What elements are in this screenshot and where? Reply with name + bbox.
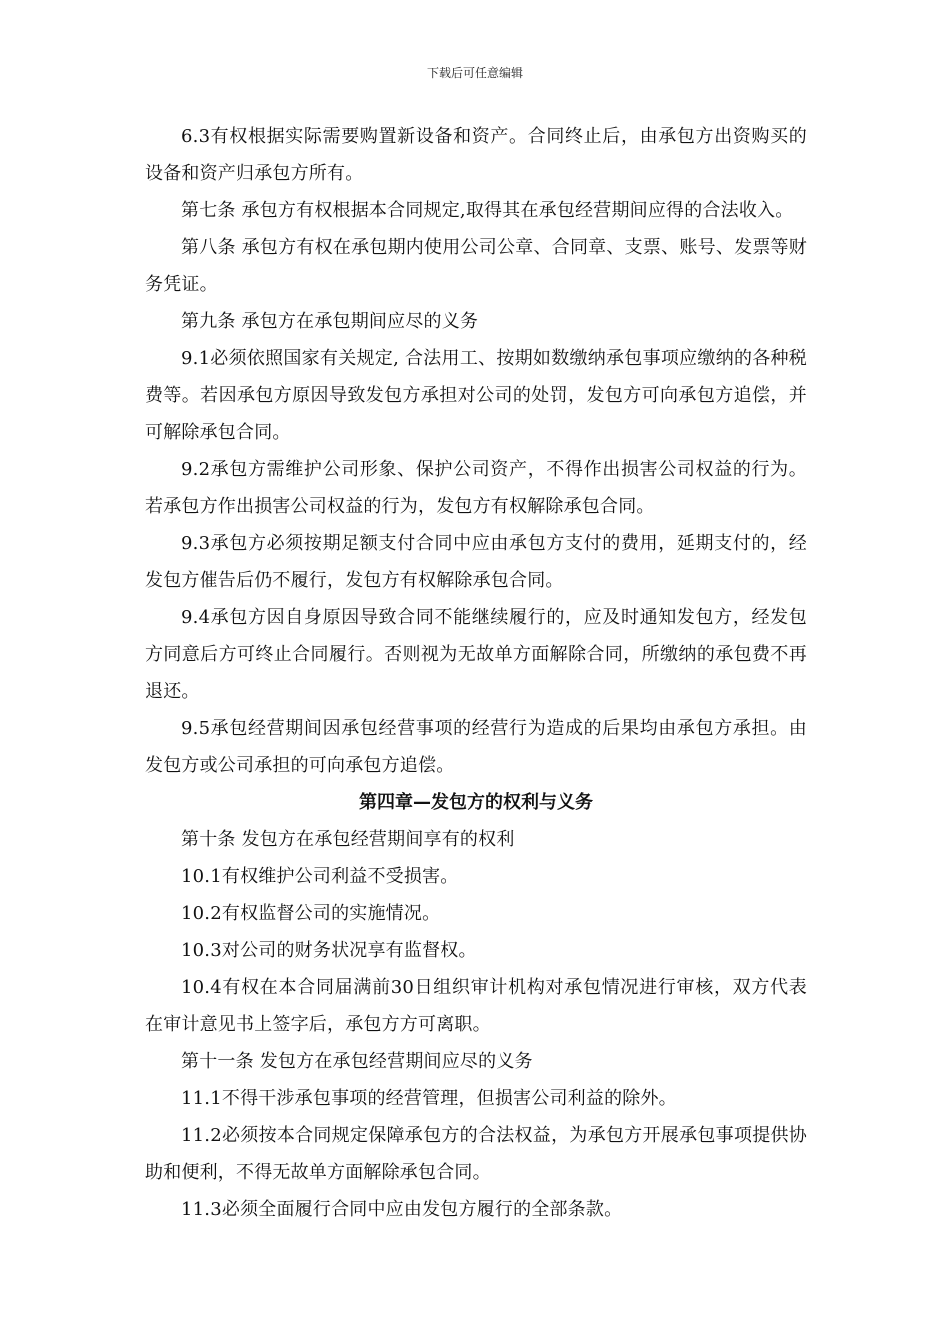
article-11-heading: 第十一条 发包方在承包经营期间应尽的义务: [181, 1051, 533, 1072]
paragraph-10-4: 10.4有权在本合同届满前30日组织审计机构对承包情况进行审核，双方代表在审计意见书上签字后，承包方方可离职。: [145, 977, 807, 1035]
paragraph-11-1: 11.1不得干涉承包事项的经营管理，但损害公司利益的除外。: [181, 1088, 677, 1109]
paragraph-9-3: 9.3承包方必须按期足额支付合同中应由承包方支付的费用，延期支付的，经发包方催告后仍不履行，发包方有权解除承包合同。: [145, 533, 807, 591]
page-header: 下载后可任意编辑: [426, 66, 523, 80]
paragraph-10-1: 10.1有权维护公司利益不受损害。: [181, 866, 459, 887]
paragraph-9-1: 9.1必须依照国家有关规定, 合法用工、按期如数缴纳承包事项应缴纳的各种税费等。若因承包方原因导致发包方承担对公司的处罚，发包方可向承包方追偿，并可解除承包合同。: [145, 348, 807, 443]
paragraph-6-3: 6.3有权根据实际需要购置新设备和资产。合同终止后，由承包方出资购买的设备和资产归承包方所有。: [145, 126, 807, 184]
document-body: [145, 118, 807, 1228]
chapter-title: 第四章—发包方的权利与义务: [359, 792, 593, 813]
article-7: 第七条 承包方有权根据本合同规定,取得其在承包经营期间应得的合法收入。: [181, 200, 794, 221]
paragraph-11-2: 11.2必须按本合同规定保障承包方的合法权益，为承包方开展承包事项提供协助和便利，不得无故单方面解除承包合同。: [145, 1125, 807, 1183]
paragraph-10-3: 10.3对公司的财务状况享有监督权。: [181, 940, 477, 961]
paragraph-11-3: 11.3必须全面履行合同中应由发包方履行的全部条款。: [181, 1199, 623, 1220]
article-9-heading: 第九条 承包方在承包期间应尽的义务: [181, 311, 479, 332]
article-10-heading: 第十条 发包方在承包经营期间享有的权利: [181, 829, 515, 850]
paragraph-9-2: 9.2承包方需维护公司形象、保护公司资产，不得作出损害公司权益的行为。若承包方作出损害公司权益的行为，发包方有权解除承包合同。: [145, 459, 807, 517]
paragraph-10-2: 10.2有权监督公司的实施情况。: [181, 903, 441, 924]
paragraph-9-4: 9.4承包方因自身原因导致合同不能继续履行的，应及时通知发包方，经发包方同意后方可终止合同履行。否则视为无故单方面解除合同，所缴纳的承包费不再退还。: [145, 607, 807, 702]
article-8: 第八条 承包方有权在承包期内使用公司公章、合同章、支票、账号、发票等财务凭证。: [145, 237, 807, 295]
paragraph-9-5: 9.5承包经营期间因承包经营事项的经营行为造成的后果均由承包方承担。由发包方或公司承担的可向承包方追偿。: [145, 718, 807, 776]
